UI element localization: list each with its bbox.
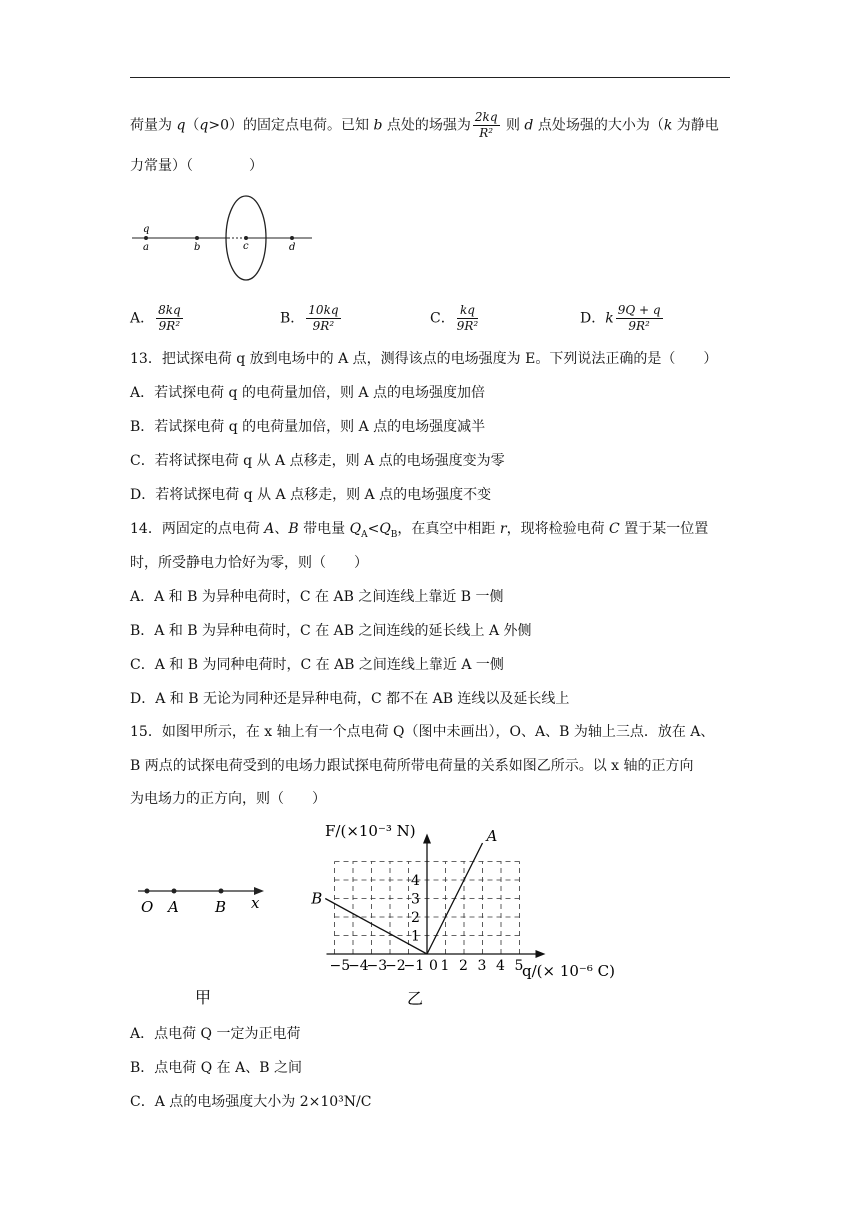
y-tick-label: 4 bbox=[411, 873, 420, 889]
x-axis-arrow bbox=[536, 950, 546, 958]
fig-jia bbox=[130, 870, 280, 1010]
label-A: A bbox=[168, 898, 179, 916]
q14-option-b[interactable]: B．A 和 B 为异种电荷时，C 在 AB 之间连线的延长线上 A 外侧 bbox=[130, 623, 532, 639]
y-axis-arrow bbox=[423, 834, 431, 844]
x-tick-label: −1 bbox=[403, 958, 425, 974]
q12-option-a[interactable]: A． $\frac{8kq}{\text{9R²}}$ bbox=[130, 303, 181, 333]
chart-axes bbox=[327, 834, 546, 959]
field-fraction: $\frac{2kq}{\text{R²}}$ bbox=[474, 110, 498, 140]
header-rule bbox=[130, 77, 730, 78]
chart-ylabel: F/(×10⁻³ N) bbox=[325, 822, 416, 840]
q12-stem-line2: 力常量）（ ） bbox=[130, 158, 263, 174]
q15-option-b[interactable]: B．点电荷 Q 在 A、B 之间 bbox=[130, 1060, 302, 1076]
label-x: x bbox=[251, 894, 260, 912]
q12-figure bbox=[128, 190, 318, 290]
q12-option-c[interactable]: C． $\frac{kq}{\text{9R²}}$ bbox=[430, 303, 479, 333]
q14-stem-line2: 时，所受静电力恰好为零，则（ ） bbox=[130, 555, 368, 571]
point-O bbox=[145, 889, 150, 894]
x-tick-label: −2 bbox=[385, 958, 406, 974]
q13-option-a[interactable]: A．若试探电荷 q 的电荷量加倍，则 A 点的电场强度加倍 bbox=[130, 385, 485, 401]
q15-option-a[interactable]: A．点电荷 Q 一定为正电荷 bbox=[130, 1026, 301, 1042]
x-tick-label: 4 bbox=[496, 958, 505, 974]
q14-option-c[interactable]: C．A 和 B 为同种电荷时，C 在 AB 之间连线上靠近 A 一侧 bbox=[130, 657, 504, 673]
label-b: b bbox=[194, 242, 201, 253]
q14-stem-line1: 14．两固定的点电荷 A、B 带电量 $Q_A<Q_B$，在真空中相距 r，现将检验电荷 C 置于某一位置 bbox=[130, 521, 709, 540]
x-tick-label: 5 bbox=[514, 958, 524, 974]
label-c: c bbox=[243, 241, 249, 252]
q13-stem: 13．把试探电荷 q 放到电场中的 A 点，测得该点的电场强度为 E。下列说法正确的是（ ） bbox=[130, 351, 718, 367]
point-a bbox=[144, 236, 148, 240]
fig-yi-chart bbox=[300, 816, 630, 1016]
label-a: a bbox=[143, 242, 149, 253]
caption-yi: 乙 bbox=[407, 989, 424, 1008]
q14-option-a[interactable]: A．A 和 B 为异种电荷时，C 在 AB 之间连线上靠近 B 一侧 bbox=[130, 589, 504, 605]
q15-stem-line1: 15．如图甲所示，在 x 轴上有一个点电荷 Q（图中未画出），O、A、B 为轴上三点．放在 A、 bbox=[130, 724, 715, 740]
q15-option-c[interactable]: C．A 点的电场强度大小为 2×10³N/C bbox=[130, 1094, 372, 1110]
series-label-A: A bbox=[486, 827, 498, 845]
q15-stem-line3: 为电场力的正方向，则（ ） bbox=[130, 791, 326, 807]
q13-option-c[interactable]: C．若将试探电荷 q 从 A 点移走，则 A 点的电场强度变为零 bbox=[130, 453, 505, 469]
q12-option-d[interactable]: D．k $\frac{9Q + q}{\text{9R²}}$ bbox=[580, 303, 661, 333]
y-tick-label: 1 bbox=[411, 928, 420, 945]
label-d: d bbox=[289, 242, 296, 253]
point-b bbox=[195, 236, 199, 240]
y-tick-label: 2 bbox=[411, 910, 420, 926]
x-tick-label: 0 bbox=[429, 958, 438, 974]
x-tick-label: 1 bbox=[440, 958, 450, 974]
x-tick-label: 3 bbox=[477, 958, 487, 974]
label-B: B bbox=[215, 898, 227, 916]
q13-option-d[interactable]: D．若将试探电荷 q 从 A 点移走，则 A 点的电场强度不变 bbox=[130, 487, 492, 503]
x-tick-label: −4 bbox=[348, 958, 369, 974]
caption-jia: 甲 bbox=[195, 988, 212, 1007]
series-label-B: B bbox=[311, 889, 323, 908]
label-q: q bbox=[143, 224, 150, 235]
q12-option-b[interactable]: B． $\frac{10kq}{\text{9R²}}$ bbox=[280, 303, 339, 333]
chart-xlabel: q/(× 10⁻⁶ C) bbox=[522, 962, 615, 980]
point-B bbox=[219, 889, 224, 894]
point-A bbox=[172, 889, 177, 894]
x-tick-label: −3 bbox=[366, 958, 388, 974]
point-d bbox=[290, 236, 294, 240]
point-c bbox=[244, 236, 248, 240]
q15-stem-line2: B 两点的试探电荷受到的电场力跟试探电荷所带电荷量的关系如图乙所示。以 x 轴的正方向 bbox=[130, 758, 694, 774]
x-tick-label: 2 bbox=[459, 958, 468, 974]
x-tick-label: −5 bbox=[329, 958, 351, 974]
q14-option-d[interactable]: D．A 和 B 无论为同种还是异种电荷，C 都不在 AB 连线以及延长线上 bbox=[130, 691, 570, 707]
label-O: O bbox=[141, 898, 154, 916]
q12-stem-line1: 荷量为 q（q>0）的固定点电荷。已知 b 点处的场强为 $\frac{2kq}{\text{R²}}$ 则 d 点处场强的大小为（k 为静电 bbox=[130, 110, 719, 140]
q13-option-b[interactable]: B．若试探电荷 q 的电荷量加倍，则 A 点的电场强度减半 bbox=[130, 419, 486, 435]
chart-series bbox=[310, 827, 497, 954]
y-tick-label: 3 bbox=[411, 891, 420, 908]
